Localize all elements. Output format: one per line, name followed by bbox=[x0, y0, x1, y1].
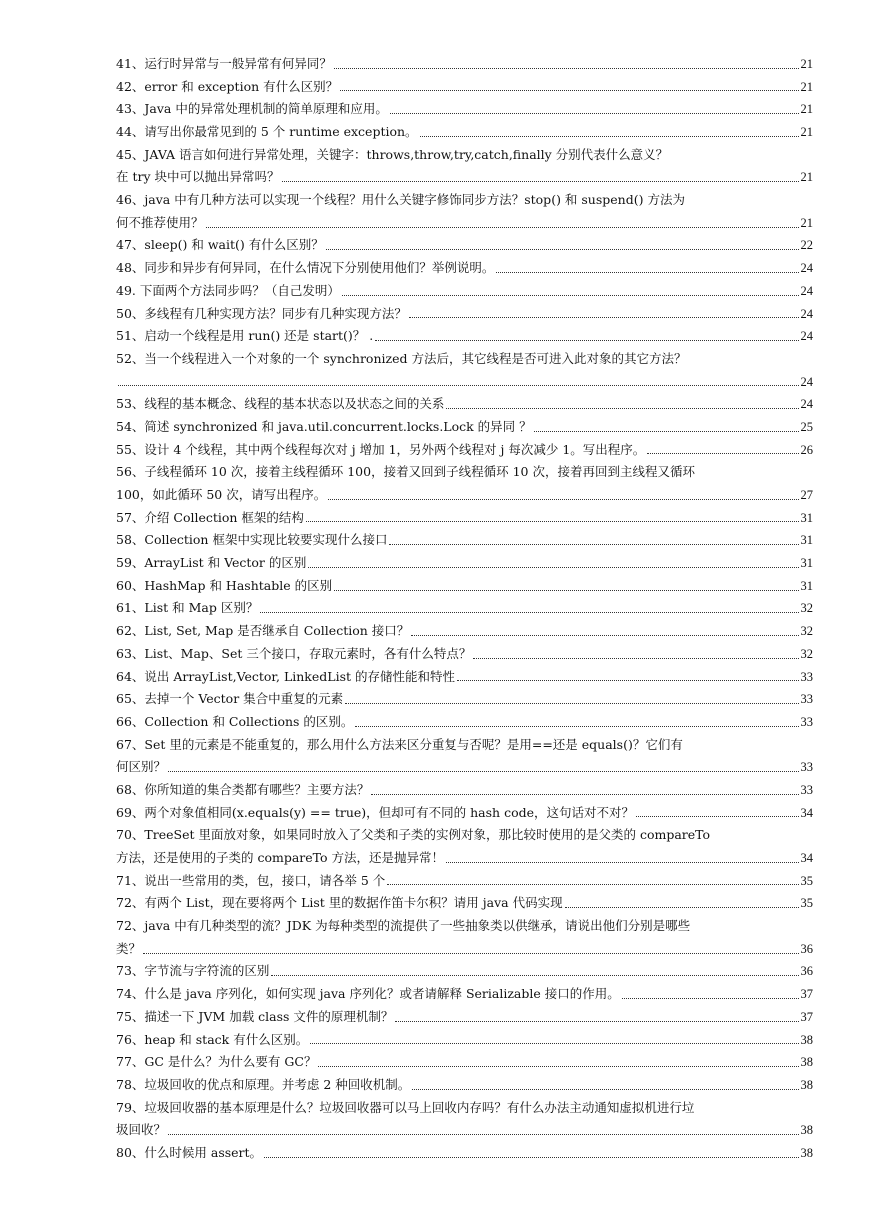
toc-page-number: 22 bbox=[800, 238, 813, 253]
toc-entry-line bbox=[116, 756, 813, 779]
toc-entry-title: 77、GC 是什么？为什么要有 GC？ bbox=[116, 1054, 317, 1070]
toc-page-number: 36 bbox=[800, 941, 813, 956]
toc-entry-title: 74、什么是 java 序列化，如何实现 java 序列化？或者请解释 Serializable 接口的作用。 bbox=[116, 986, 620, 1002]
toc-page-number: 21 bbox=[800, 215, 813, 230]
toc-page-number: 33 bbox=[800, 692, 813, 707]
toc-entry-line bbox=[116, 643, 813, 666]
toc-page-number: 24 bbox=[800, 283, 813, 298]
dot-leader bbox=[389, 543, 798, 545]
toc-page-number: 25 bbox=[800, 419, 813, 434]
toc-entry-title: 72、有两个 List，现在要将两个 List 里的数据作笛卡尔积？请用 java 代码实现 bbox=[116, 895, 563, 911]
toc-page-number: 21 bbox=[800, 79, 813, 94]
toc-entry-line bbox=[116, 938, 813, 961]
toc-entry[interactable] bbox=[116, 1074, 813, 1097]
toc-entry-title: 类？ bbox=[116, 940, 142, 956]
toc-entry-line bbox=[116, 552, 813, 575]
dot-leader bbox=[647, 452, 798, 454]
toc-entry[interactable] bbox=[116, 257, 813, 280]
toc-entry-title: 51、启动一个线程是用 run() 还是 start()？ . bbox=[116, 328, 374, 344]
toc-entry[interactable] bbox=[116, 1097, 813, 1142]
toc-entry-title: 方法，还是使用的子类的 compareTo 方法，还是抛异常！ bbox=[116, 850, 445, 866]
toc-entry[interactable] bbox=[116, 98, 813, 121]
toc-entry-title: 53、线程的基本概念、线程的基本状态以及状态之间的关系 bbox=[116, 396, 445, 412]
dot-leader bbox=[457, 679, 799, 681]
toc-entry-line bbox=[116, 144, 813, 167]
toc-page-number: 38 bbox=[800, 1032, 813, 1047]
toc-entry-title: 圾回收？ bbox=[116, 1122, 167, 1138]
toc-entry[interactable] bbox=[116, 461, 813, 506]
toc-page-number: 26 bbox=[800, 442, 813, 457]
toc-entry[interactable] bbox=[116, 189, 813, 234]
toc-entry-title: 68、你所知道的集合类都有哪些？主要方法？ bbox=[116, 781, 370, 797]
toc-entry[interactable] bbox=[116, 643, 813, 666]
toc-entry[interactable] bbox=[116, 53, 813, 76]
toc-entry-line bbox=[116, 325, 813, 348]
toc-entry-line bbox=[116, 189, 813, 212]
dot-leader bbox=[168, 770, 798, 772]
dot-leader bbox=[308, 566, 798, 568]
dot-leader bbox=[496, 271, 798, 273]
dot-leader bbox=[260, 611, 798, 613]
toc-entry-line bbox=[116, 983, 813, 1006]
toc-entry-title: 57、介绍 Collection 框架的结构 bbox=[116, 509, 304, 525]
dot-leader bbox=[636, 815, 799, 817]
toc-entry-line bbox=[116, 961, 813, 984]
toc-entry-title: 44、请写出你最常见到的 5 个 runtime exception。 bbox=[116, 124, 418, 140]
toc-entry-line bbox=[116, 779, 813, 802]
dot-leader bbox=[411, 634, 798, 636]
toc-entry-line bbox=[116, 212, 813, 235]
dot-leader bbox=[318, 1065, 798, 1067]
toc-entry-title: 69、两个对象值相同(x.equals(y) == true)，但却可有不同的 hash code，这句话对不对？ bbox=[116, 804, 634, 820]
dot-leader bbox=[409, 316, 799, 318]
toc-entry-title: 49. 下面两个方法同步吗？（自己发明） bbox=[116, 282, 340, 298]
toc-entry-line bbox=[116, 1029, 813, 1052]
toc-entry[interactable] bbox=[116, 598, 813, 621]
toc-entry-title: 64、说出 ArrayList,Vector, LinkedList 的存储性能和特性 bbox=[116, 668, 455, 684]
toc-entry-line bbox=[116, 121, 813, 144]
dot-leader bbox=[118, 384, 799, 386]
toc-page-number: 32 bbox=[800, 624, 813, 639]
toc-entry-line bbox=[116, 915, 813, 938]
toc-entry-line bbox=[116, 461, 813, 484]
toc-entry[interactable] bbox=[116, 76, 813, 99]
toc-entry-line bbox=[116, 53, 813, 76]
toc-entry-title: 62、List, Set, Map 是否继承自 Collection 接口？ bbox=[116, 623, 410, 639]
dot-leader bbox=[271, 974, 798, 976]
toc-entry[interactable] bbox=[116, 870, 813, 893]
toc-entry[interactable] bbox=[116, 802, 813, 825]
toc-page-number: 21 bbox=[800, 125, 813, 140]
dot-leader bbox=[334, 589, 798, 591]
toc-entry-title: 79、垃圾回收器的基本原理是什么？垃圾回收器可以马上回收内存吗？有什么办法主动通知虚拟机进行垃 bbox=[116, 1099, 695, 1115]
dot-leader bbox=[420, 135, 799, 137]
toc-entry-title: 78、垃圾回收的优点和原理。并考虑 2 种回收机制。 bbox=[116, 1076, 411, 1092]
table-of-contents bbox=[116, 53, 813, 1165]
dot-leader bbox=[206, 226, 799, 228]
toc-entry-line bbox=[116, 439, 813, 462]
dot-leader bbox=[264, 1156, 798, 1158]
toc-entry[interactable] bbox=[116, 280, 813, 303]
toc-page-number: 24 bbox=[800, 397, 813, 412]
dot-leader bbox=[473, 657, 798, 659]
toc-entry-line bbox=[116, 620, 813, 643]
toc-page-number: 34 bbox=[800, 805, 813, 820]
toc-page-number: 31 bbox=[800, 510, 813, 525]
toc-page-number: 35 bbox=[800, 896, 813, 911]
dot-leader bbox=[345, 702, 798, 704]
dot-leader bbox=[446, 407, 798, 409]
toc-entry-line bbox=[116, 598, 813, 621]
dot-leader bbox=[143, 952, 798, 954]
toc-entry[interactable] bbox=[116, 303, 813, 326]
toc-entry[interactable] bbox=[116, 529, 813, 552]
toc-entry-title: 55、设计 4 个线程，其中两个线程每次对 j 增加 1，另外两个线程对 j 每次减少 1。写出程序。 bbox=[116, 441, 646, 457]
toc-page-number: 24 bbox=[800, 306, 813, 321]
toc-entry-line bbox=[116, 303, 813, 326]
toc-entry-title: 54、简述 synchronized 和 java.util.concurrent.locks.Lock 的异同 ？ bbox=[116, 418, 532, 434]
toc-page-number: 32 bbox=[800, 646, 813, 661]
dot-leader bbox=[282, 180, 799, 182]
toc-entry[interactable] bbox=[116, 507, 813, 530]
toc-page-number: 35 bbox=[800, 873, 813, 888]
toc-entry-title: 59、ArrayList 和 Vector 的区别 bbox=[116, 555, 307, 571]
toc-entry-title: 56、子线程循环 10 次，接着主线程循环 100，接着又回到子线程循环 10 次，接着再回到主线程又循环 bbox=[116, 464, 695, 480]
toc-page-number: 38 bbox=[800, 1055, 813, 1070]
toc-page-number: 38 bbox=[800, 1145, 813, 1160]
toc-entry-line bbox=[116, 348, 813, 371]
dot-leader bbox=[306, 520, 799, 522]
toc-entry-title: 67、Set 里的元素是不能重复的，那么用什么方法来区分重复与否呢？是用==还是 equals()？它们有 bbox=[116, 736, 683, 752]
toc-entry-title: 50、多线程有几种实现方法？同步有几种实现方法？ bbox=[116, 305, 407, 321]
toc-page-number: 33 bbox=[800, 760, 813, 775]
toc-entry-line bbox=[116, 371, 813, 394]
toc-entry[interactable] bbox=[116, 983, 813, 1006]
toc-entry[interactable] bbox=[116, 824, 813, 869]
toc-entry-line bbox=[116, 416, 813, 439]
toc-entry-title: 48、同步和异步有何异同，在什么情况下分别使用他们？举例说明。 bbox=[116, 260, 495, 276]
toc-entry[interactable] bbox=[116, 1051, 813, 1074]
toc-entry[interactable] bbox=[116, 439, 813, 462]
toc-entry-title: 42、error 和 exception 有什么区别？ bbox=[116, 78, 339, 94]
toc-entry-line bbox=[116, 824, 813, 847]
toc-entry[interactable] bbox=[116, 144, 813, 189]
toc-entry-line bbox=[116, 575, 813, 598]
toc-entry-line bbox=[116, 393, 813, 416]
toc-entry-title: 45、JAVA 语言如何进行异常处理，关键字：throws,throw,try,catch,finally 分别代表什么意义？ bbox=[116, 146, 669, 162]
toc-page-number: 31 bbox=[800, 533, 813, 548]
toc-entry-line bbox=[116, 529, 813, 552]
toc-entry-title: 63、List、Map、Set 三个接口，存取元素时，各有什么特点？ bbox=[116, 645, 472, 661]
toc-entry-line bbox=[116, 802, 813, 825]
toc-entry-line bbox=[116, 280, 813, 303]
toc-page-number: 21 bbox=[800, 102, 813, 117]
toc-entry-title: 100，如此循环 50 次，请写出程序。 bbox=[116, 487, 327, 503]
toc-entry[interactable] bbox=[116, 416, 813, 439]
toc-page-number: 31 bbox=[800, 578, 813, 593]
toc-entry[interactable] bbox=[116, 734, 813, 779]
dot-leader bbox=[355, 725, 798, 727]
toc-page-number: 33 bbox=[800, 782, 813, 797]
toc-entry[interactable] bbox=[116, 575, 813, 598]
dot-leader bbox=[565, 906, 799, 908]
toc-entry-title: 70、TreeSet 里面放对象，如果同时放入了父类和子类的实例对象，那比较时使用的是父类的 compareTo bbox=[116, 827, 711, 843]
toc-entry[interactable] bbox=[116, 666, 813, 689]
toc-entry[interactable] bbox=[116, 620, 813, 643]
toc-entry-line bbox=[116, 507, 813, 530]
toc-entry[interactable] bbox=[116, 348, 813, 393]
toc-entry-line bbox=[116, 1006, 813, 1029]
toc-page-number: 37 bbox=[800, 987, 813, 1002]
toc-entry-line bbox=[116, 1051, 813, 1074]
toc-entry-title: 71、说出一些常用的类，包，接口，请各举 5 个 bbox=[116, 872, 386, 888]
toc-entry[interactable] bbox=[116, 1006, 813, 1029]
toc-entry-title: 72、java 中有几种类型的流？JDK 为每种类型的流提供了一些抽象类以供继承，请说出他们分别是哪些 bbox=[116, 918, 691, 934]
toc-entry-title: 47、sleep() 和 wait() 有什么区别？ bbox=[116, 237, 324, 253]
dot-leader bbox=[334, 67, 799, 69]
toc-entry-title: 75、描述一下 JVM 加载 class 文件的原理机制？ bbox=[116, 1008, 394, 1024]
toc-entry-line bbox=[116, 666, 813, 689]
dot-leader bbox=[446, 861, 798, 863]
toc-entry-line bbox=[116, 711, 813, 734]
toc-entry-line bbox=[116, 1119, 813, 1142]
toc-page-number: 36 bbox=[800, 964, 813, 979]
toc-entry[interactable] bbox=[116, 1029, 813, 1052]
toc-entry-line bbox=[116, 734, 813, 757]
toc-entry-title: 61、List 和 Map 区别？ bbox=[116, 600, 259, 616]
toc-entry-line bbox=[116, 257, 813, 280]
toc-entry[interactable] bbox=[116, 688, 813, 711]
toc-page-number: 24 bbox=[800, 329, 813, 344]
toc-entry-title: 58、Collection 框架中实现比较要实现什么接口 bbox=[116, 532, 388, 548]
dot-leader bbox=[310, 1042, 798, 1044]
toc-entry-line bbox=[116, 1074, 813, 1097]
toc-page-number: 21 bbox=[800, 56, 813, 71]
dot-leader bbox=[412, 1088, 798, 1090]
toc-page-number: 24 bbox=[800, 374, 813, 389]
toc-entry-line bbox=[116, 166, 813, 189]
toc-entry[interactable] bbox=[116, 779, 813, 802]
toc-entry-title: 在 try 块中可以抛出异常吗？ bbox=[116, 169, 280, 185]
dot-leader bbox=[375, 339, 798, 341]
toc-entry[interactable] bbox=[116, 121, 813, 144]
toc-page-number: 33 bbox=[800, 669, 813, 684]
toc-entry-title: 80、什么时候用 assert。 bbox=[116, 1144, 263, 1160]
toc-page-number: 21 bbox=[800, 170, 813, 185]
toc-entry-line bbox=[116, 484, 813, 507]
toc-page-number: 38 bbox=[800, 1077, 813, 1092]
toc-entry[interactable] bbox=[116, 552, 813, 575]
dot-leader bbox=[371, 793, 798, 795]
toc-entry[interactable] bbox=[116, 711, 813, 734]
dot-leader bbox=[328, 498, 798, 500]
toc-entry-line bbox=[116, 1142, 813, 1165]
toc-entry[interactable] bbox=[116, 892, 813, 915]
toc-entry-line bbox=[116, 688, 813, 711]
toc-entry-line bbox=[116, 76, 813, 99]
toc-entry[interactable] bbox=[116, 915, 813, 960]
toc-entry-title: 73、字节流与字符流的区别 bbox=[116, 963, 270, 979]
toc-page-number: 34 bbox=[800, 851, 813, 866]
toc-entry-line bbox=[116, 235, 813, 258]
dot-leader bbox=[387, 883, 798, 885]
toc-entry-title: 60、HashMap 和 Hashtable 的区别 bbox=[116, 577, 333, 593]
toc-page-number: 24 bbox=[800, 261, 813, 276]
toc-entry[interactable] bbox=[116, 1142, 813, 1165]
toc-entry-title: 何不推荐使用？ bbox=[116, 214, 204, 230]
dot-leader bbox=[534, 430, 799, 432]
toc-entry-line bbox=[116, 1097, 813, 1120]
toc-page-number: 37 bbox=[800, 1009, 813, 1024]
toc-entry-line bbox=[116, 98, 813, 121]
toc-entry-title: 52、当一个线程进入一个对象的一个 synchronized 方法后，其它线程是否可进入此对象的其它方法？ bbox=[116, 350, 687, 366]
toc-entry[interactable] bbox=[116, 235, 813, 258]
toc-page-number: 27 bbox=[800, 488, 813, 503]
toc-entry-title: 65、去掉一个 Vector 集合中重复的元素 bbox=[116, 691, 344, 707]
toc-entry-line bbox=[116, 892, 813, 915]
toc-page-number: 33 bbox=[800, 714, 813, 729]
toc-entry-title: 46、java 中有几种方法可以实现一个线程？用什么关键字修饰同步方法？stop() 和 suspend() 方法为 bbox=[116, 192, 685, 208]
toc-entry-line bbox=[116, 870, 813, 893]
toc-entry-line bbox=[116, 847, 813, 870]
toc-entry[interactable] bbox=[116, 393, 813, 416]
toc-entry-title: 43、Java 中的异常处理机制的简单原理和应用。 bbox=[116, 101, 388, 117]
dot-leader bbox=[340, 89, 798, 91]
dot-leader bbox=[168, 1133, 798, 1135]
toc-entry-title: 66、Collection 和 Collections 的区别。 bbox=[116, 713, 354, 729]
dot-leader bbox=[326, 248, 799, 250]
toc-page-number: 31 bbox=[800, 556, 813, 571]
dot-leader bbox=[342, 294, 799, 296]
toc-entry-title: 41、运行时异常与一般异常有何异同？ bbox=[116, 55, 332, 71]
toc-entry-title: 何区别？ bbox=[116, 759, 167, 775]
toc-entry[interactable] bbox=[116, 961, 813, 984]
dot-leader bbox=[622, 997, 799, 999]
toc-entry[interactable] bbox=[116, 325, 813, 348]
toc-entry-title: 76、heap 和 stack 有什么区别。 bbox=[116, 1031, 309, 1047]
toc-page-number: 32 bbox=[800, 601, 813, 616]
dot-leader bbox=[395, 1020, 798, 1022]
toc-page-number: 38 bbox=[800, 1123, 813, 1138]
dot-leader bbox=[390, 112, 799, 114]
